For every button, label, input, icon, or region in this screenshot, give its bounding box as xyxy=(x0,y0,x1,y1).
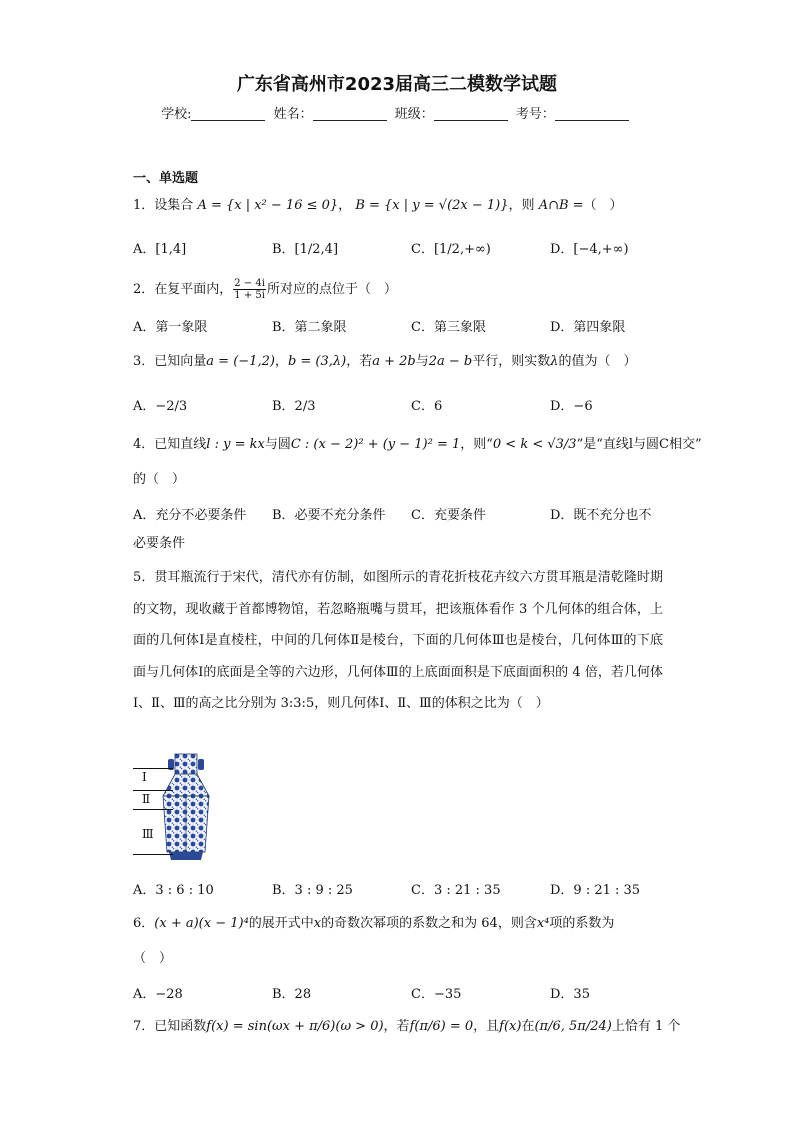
question-text: ”是“直线l与圆C相交” xyxy=(576,437,702,452)
option-a[interactable]: A．−2/3 xyxy=(133,399,188,414)
option-b[interactable]: B．2/3 xyxy=(272,399,316,414)
question-text: 与圆 xyxy=(264,437,291,452)
question-6-options xyxy=(133,983,663,1003)
option-c[interactable]: C．充要条件 xyxy=(411,508,486,523)
option-a[interactable]: A．充分不必要条件 xyxy=(133,508,247,523)
question-2 xyxy=(133,278,397,301)
question-6 xyxy=(133,915,614,933)
option-d[interactable]: D．35 xyxy=(550,987,590,1002)
question-text: 的值为（ ） xyxy=(558,354,637,369)
question-1-options xyxy=(133,238,663,258)
condition-expr: 0 < k < √3/3 xyxy=(492,437,577,452)
fraction-numerator: 2 − 4i xyxy=(234,278,265,289)
option-c[interactable]: C．第三象限 xyxy=(411,320,486,335)
school-field[interactable] xyxy=(191,106,265,121)
intersection-expr: A∩B = xyxy=(538,198,584,213)
vector-diff-expr: 2a − b xyxy=(428,354,473,369)
option-d[interactable]: D．既不充分也不 xyxy=(550,508,652,523)
option-c[interactable]: C．6 xyxy=(411,399,443,414)
option-a[interactable]: A．−28 xyxy=(133,987,183,1002)
binomial-expr: (x + a)(x − 1)⁴ xyxy=(154,916,249,931)
question-text: ，且 xyxy=(473,1019,500,1034)
question-text: 项的系数为 xyxy=(549,916,615,931)
class-label: 班级： xyxy=(394,107,434,122)
option-b[interactable]: B．3 : 9 : 25 xyxy=(272,883,353,898)
function-expr: f(x) = sin(ωx + π/6)(ω > 0) xyxy=(206,1019,384,1034)
question-text: 在 xyxy=(521,1019,535,1034)
question-1 xyxy=(133,197,623,215)
question-number: 4． xyxy=(133,437,155,452)
circle-expr: C : (x − 2)² + (y − 1)² = 1 xyxy=(290,437,461,452)
question-text: 平行，则实数 xyxy=(472,354,551,369)
question-text: 设集合 xyxy=(154,198,194,213)
question-number: 6． xyxy=(133,916,155,931)
question-4-line2: 的（ ） xyxy=(133,472,186,487)
question-text: ，若 xyxy=(346,354,373,369)
vector-b-expr: b = (3,λ) xyxy=(287,354,347,369)
option-d[interactable]: D．[−4,+∞) xyxy=(550,242,629,257)
question-4 xyxy=(133,436,702,454)
question-text: 在复平面内， xyxy=(154,282,233,297)
question-6-line2: （ ） xyxy=(133,951,173,966)
student-info-row xyxy=(0,103,794,122)
interval-expr: (π/6, 5π/24) xyxy=(534,1019,612,1034)
section-title: 一、单选题 xyxy=(133,171,199,186)
question-text: 已知直线 xyxy=(154,437,207,452)
question-number: 7． xyxy=(133,1019,155,1034)
level-line xyxy=(133,854,173,855)
question-number: 3． xyxy=(133,354,155,369)
question-text: ， xyxy=(338,198,352,213)
option-d[interactable]: D．−6 xyxy=(550,399,593,414)
question-number: 5． xyxy=(133,570,155,585)
set-a-expr: A = {x | x² − 16 ≤ 0} xyxy=(197,198,339,213)
question-text: 所对应的点位于（ ） xyxy=(266,282,397,297)
condition-expr: f(π/6) = 0 xyxy=(409,1019,474,1034)
vase-figure xyxy=(133,752,213,864)
option-d[interactable]: D．9 : 21 : 35 xyxy=(550,883,641,898)
vector-sum-expr: a + 2b xyxy=(372,354,416,369)
lambda-symbol: λ xyxy=(550,354,559,369)
question-text: 已知函数 xyxy=(154,1019,207,1034)
question-text: 的奇数次幂项的系数之和为 64，则含 xyxy=(321,916,537,931)
label-i: Ⅰ xyxy=(142,770,147,784)
question-text: ，若 xyxy=(383,1019,410,1034)
question-5-options xyxy=(133,879,663,899)
question-7 xyxy=(133,1018,680,1036)
question-text: ， xyxy=(274,354,288,369)
question-4-options xyxy=(133,504,663,524)
level-line xyxy=(133,809,173,810)
option-b[interactable]: B．[1/2,4] xyxy=(272,242,339,257)
variable-x: x xyxy=(313,916,322,931)
exam-no-label: 考号： xyxy=(515,107,555,122)
level-line xyxy=(133,790,173,791)
page-title: 广东省高州市2023届高三二模数学试题 xyxy=(236,74,558,95)
class-field[interactable] xyxy=(434,106,508,121)
question-text: 与 xyxy=(415,354,429,369)
option-d[interactable]: D．第四象限 xyxy=(550,320,626,335)
set-b-expr: B = {x | y = √(2x − 1)} xyxy=(355,198,509,213)
name-field[interactable] xyxy=(313,106,387,121)
option-c[interactable]: C．3 : 21 : 35 xyxy=(411,883,501,898)
label-iii: Ⅲ xyxy=(142,827,154,841)
vector-a-expr: a = (−1,2) xyxy=(206,354,275,369)
option-b[interactable]: B．28 xyxy=(272,987,312,1002)
complex-fraction xyxy=(233,278,266,301)
exam-no-field[interactable] xyxy=(555,106,629,121)
fx-expr: f(x) xyxy=(499,1019,522,1034)
option-b[interactable]: B．第二象限 xyxy=(272,320,347,335)
question-2-options xyxy=(133,316,663,336)
x4-term: x⁴ xyxy=(536,916,550,931)
question-number: 1． xyxy=(133,198,155,213)
answer-blank: （ ） xyxy=(583,198,623,213)
question-text: 贯耳瓶流行于宋代，清代亦有仿制，如图所示的青花折枝花卉纹六方贯耳瓶是清乾隆时期的文物，现收藏于首都博物馆，若忽略瓶嘴与贯耳，把该瓶体看作 3 个几何体的组合体，上面的几何体Ⅰ是直棱柱，中间的几何体Ⅱ是棱台，下面的几何体Ⅲ也是棱台，几何体Ⅲ的下底面与几何体Ⅰ的底面是全等的六边形，几何体Ⅲ的上底面面积是下底面面积的 4 倍，若几何体Ⅰ、Ⅱ、Ⅲ的高之比分别为 3:3:5，则几何体Ⅰ、Ⅱ、Ⅲ的体积之比为（ ） xyxy=(133,570,663,711)
option-a[interactable]: A．3 : 6 : 10 xyxy=(133,883,214,898)
option-a[interactable]: A．第一象限 xyxy=(133,320,208,335)
question-text: ，则“ xyxy=(460,437,493,452)
name-label: 姓名： xyxy=(273,107,313,122)
question-text: 的展开式中 xyxy=(248,916,314,931)
level-line xyxy=(133,768,173,769)
option-c[interactable]: C．−35 xyxy=(411,987,462,1002)
school-label: 学校: xyxy=(161,107,192,122)
question-3-options xyxy=(133,395,663,415)
question-4-option-wrap: 必要条件 xyxy=(133,536,186,551)
option-b[interactable]: B．必要不充分条件 xyxy=(272,508,386,523)
option-a[interactable]: A．[1,4] xyxy=(133,242,187,257)
line-expr: l : y = kx xyxy=(206,437,265,452)
question-5 xyxy=(133,562,663,720)
question-3 xyxy=(133,353,637,371)
fraction-denominator: 1 + 5i xyxy=(234,290,265,301)
label-ii: Ⅱ xyxy=(142,792,151,806)
question-text: 上恰有 1 个 xyxy=(611,1019,681,1034)
question-number: 2． xyxy=(133,282,155,297)
question-text: ，则 xyxy=(508,198,535,213)
option-c[interactable]: C．[1/2,+∞) xyxy=(411,242,491,257)
question-text: 已知向量 xyxy=(154,354,207,369)
